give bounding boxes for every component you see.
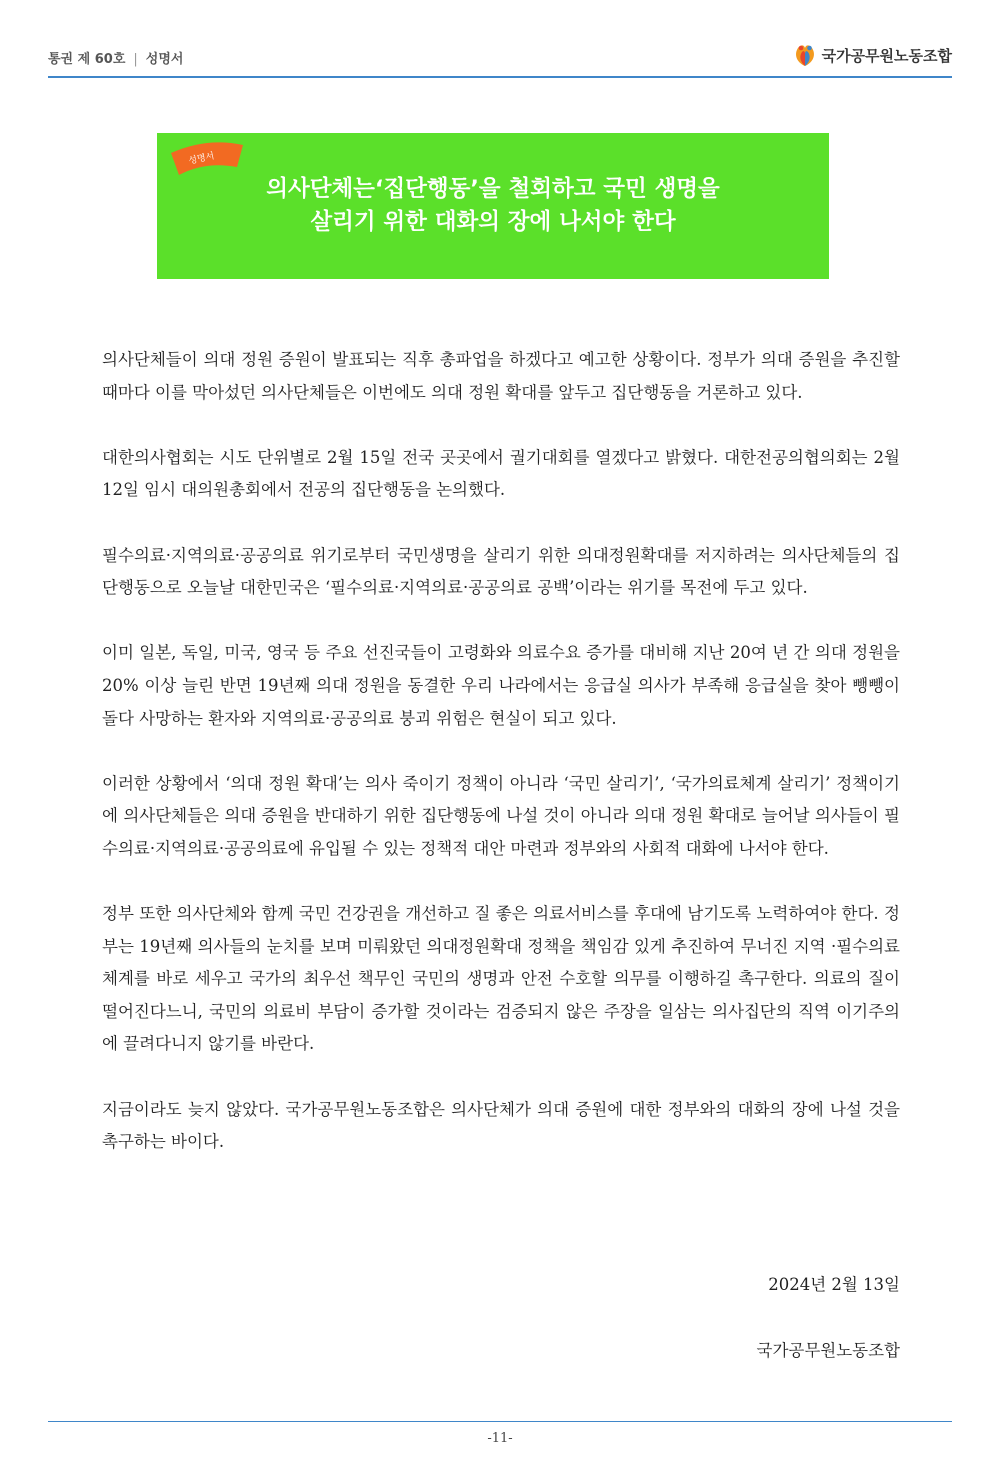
org-logo (792, 40, 952, 70)
section-name: 성명서 (145, 52, 184, 67)
header-divider: | (133, 52, 138, 67)
statement-title (157, 173, 829, 239)
paragraph-5: 이러한 상황에서 ‘의대 정원 확대’는 의사 죽이기 정책이 아니라 ‘국민 살리기’, ‘국가의료체계 살리기’ 정책이기에 의사단체들은 의대 증원을 반대하기 위한 집단행동에 나설 것이 아니라 의대 정원 확대로 늘어날 의사들이 필수의료·지역의료·공공의료에 유입될 수 있는 정책적 대안 마련과 정부와의 사회적 대화에 나서야 한다. (102, 773, 900, 858)
paragraph-3: 필수의료·지역의료·공공의료 위기로부터 국민생명을 살리기 위한 의대정원확대를 저지하려는 의사단체들의 집단행동으로 오늘날 대한민국은 ‘필수의료·지역의료·공공의료 공백’이라는 위기를 목전에 두고 있다. (102, 545, 900, 598)
title-line-1: 의사단체는‘집단행동’을 철회하고 국민 생명을 (266, 176, 720, 202)
paragraph-1: 의사단체들이 의대 정원 증원이 발표되는 직후 총파업을 하겠다고 예고한 상황이다. 정부가 의대 증원을 추진할 때마다 이를 막아섰던 의사단체들은 이번에도 의대 정원 확대를 앞두고 집단행동을 거론하고 있다. (102, 350, 900, 402)
statement-tag-label: 성명서 (187, 151, 216, 167)
paragraph-6: 정부 또한 의사단체와 함께 국민 건강권을 개선하고 질 좋은 의료서비스를 후대에 남기도록 노력하여야 한다. 정부는 19년째 의사들의 눈치를 보며 미뤄왔던 의대정원확대 정책을 책임감 있게 추진하여 무너진 지역 ·필수의료체계를 바로 세우고 국가의 최우선 책무인 국민의 생명과 안전 수호할 의무를 이행하길 촉구한다. 의료의 질이 떨어진다느니, 국민의 의료비 부담이 증가할 것이라는 검증되지 않은 주장을 일삼는 의사집단의 직역 이기주의에 끌려다니지 않기를 바란다. (102, 904, 900, 1054)
issue-number: 통권 제 60호 (48, 52, 126, 67)
paragraph-2: 대한의사협회는 시도 단위별로 2월 15일 전국 곳곳에서 궐기대회를 열겠다고 밝혔다. 대한전공의협의회는 2월 12일 임시 대의원총회에서 전공의 집단행동을 논의했다. (102, 447, 900, 500)
union-logo-icon (792, 42, 818, 68)
header-rule (48, 76, 952, 78)
page-number: -11- (487, 1431, 513, 1446)
footer-rule (48, 1421, 952, 1422)
statement-signature: 국가공무원노동조합 (756, 1341, 900, 1360)
header-issue-info (48, 48, 183, 67)
title-box (157, 133, 829, 279)
statement-body (102, 344, 900, 1191)
page-header (48, 40, 952, 76)
title-line-2: 살리기 위한 대화의 장에 나서야 한다 (310, 209, 676, 235)
paragraph-7: 지금이라도 늦지 않았다. 국가공무원노동조합은 의사단체가 의대 증원에 대한 정부와의 대화의 장에 나설 것을 촉구하는 바이다. (102, 1099, 900, 1152)
paragraph-4: 이미 일본, 독일, 미국, 영국 등 주요 선진국들이 고령화와 의료수요 증가를 대비해 지난 20여 년 간 의대 정원을 20% 이상 늘린 반면 19년째 의대 정원을 동결한 우리 나라에서는 응급실 의사가 부족해 응급실을 찾아 뺑뺑이 돌다 사망하는 환자와 지역의료·공공의료 붕괴 위험은 현실이 되고 있다. (102, 643, 900, 728)
header-org-name: 국가공무원노동조합 (821, 46, 952, 65)
statement-date: 2024년 2월 13일 (768, 1275, 900, 1294)
